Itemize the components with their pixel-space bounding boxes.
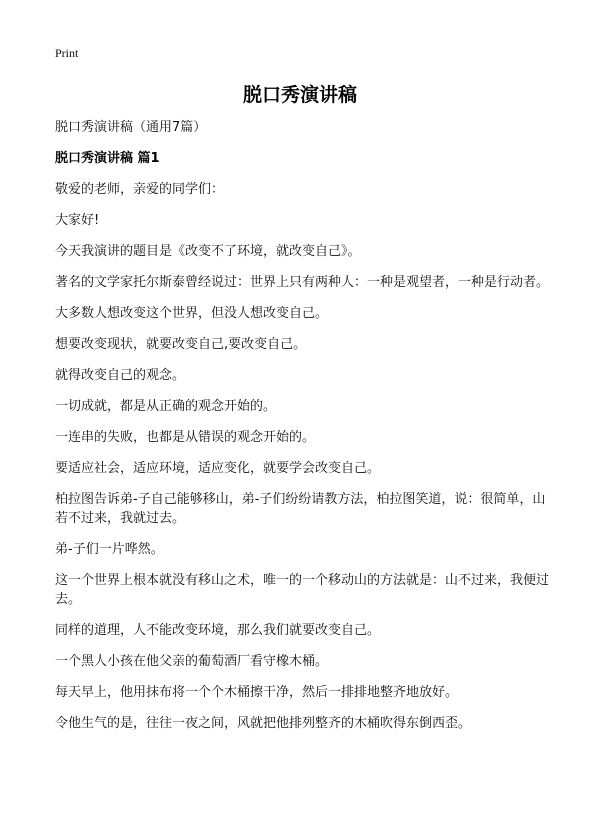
paragraph: 大多数人想改变这个世界，但没人想改变自己。 [55, 306, 329, 321]
paragraph: 每天早上，他用抹布将一个个木桶擦干净，然后一排排地整齐地放好。 [55, 685, 459, 700]
print-link[interactable]: Print [55, 46, 79, 60]
paragraph: 一个黑人小孩在他父亲的葡萄酒厂看守橡木桶。 [55, 654, 329, 669]
paragraph: 弟-子们一片哗然。 [55, 542, 164, 557]
document-subtitle: 脱口秀演讲稿（通用7篇） [55, 120, 207, 135]
paragraph: 就得改变自己的观念。 [55, 368, 186, 383]
paragraph: 著名的文学家托尔斯泰曾经说过：世界上只有两种人：一种是观望者，一种是行动者。 [55, 275, 550, 290]
paragraph: 想要改变现状，就要改变自己,要改变自己。 [55, 337, 307, 352]
document-body [55, 118, 555, 745]
paragraph: 今天我演讲的题目是《改变不了环境，就改变自己》。 [55, 244, 361, 259]
paragraph: 敬爱的老师，亲爱的同学们： [55, 182, 225, 197]
paragraph: 大家好! [55, 213, 100, 228]
paragraph: 令他生气的是，往往一夜之间，风就把他排列整齐的木桶吹得东倒西歪。 [55, 716, 472, 731]
document-title: 脱口秀演讲稿 [242, 84, 357, 106]
paragraph: 这一个世界上根本就没有移山之术，唯一的一个移动山的方法就是：山不过来，我便过去。 [55, 573, 550, 607]
paragraph: 要适应社会，适应环境，适应变化，就要学会改变自己。 [55, 461, 381, 476]
paragraph: 一切成就，都是从正确的观念开始的。 [55, 399, 277, 414]
paragraph: 同样的道理，人不能改变环境，那么我们就要改变自己。 [55, 623, 381, 638]
paragraph: 柏拉图告诉弟-子自己能够移山，弟-子们纷纷请教方法，柏拉图笑道，说：很简单，山若不过来，我就过去。 [55, 492, 546, 526]
paragraph: 一连串的失败，也都是从错误的观念开始的。 [55, 430, 316, 445]
section-heading: 脱口秀演讲稿 篇1 [55, 151, 160, 166]
